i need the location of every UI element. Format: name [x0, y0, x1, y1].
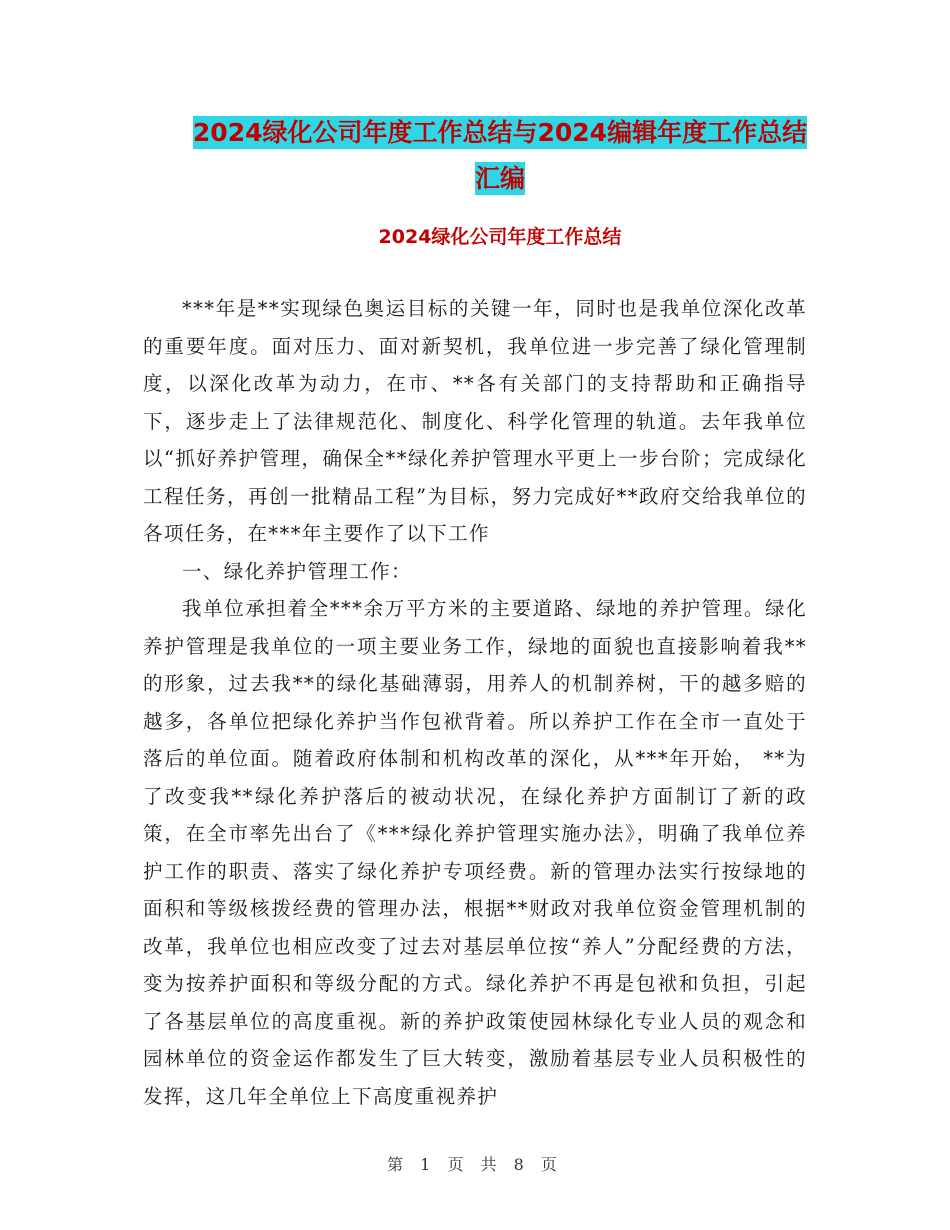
- page-footer: 第 1 页 共 8 页: [387, 1155, 563, 1174]
- paragraph-maintenance: 我单位承担着全***余万平方米的主要道路、绿地的养护管理。绿化养护管理是我单位的一项主要业务工作，绿地的面貌也直接影响着我**的形象，过去我**的绿化基础薄弱，用养人的机制养树，干的越多赔的越多，各单位把绿化养护当作包袱背着。所以养护工作在全市一直处于落后的单位面。随着政府体制和机构改革的深化，从***年开始， **为了改变我**绿化养护落后的被动状况，在绿化养护方面制订了新的政策，在全市率先出台了《***绿化养护管理实施办法》，明确了我单位养护工作的职责、落实了绿化养护专项经费。新的管理办法实行按绿地的面积和等级核拨经费的管理办法，根据**财政对我单位资金管理机制的改革，我单位也相应改变了过去对基层单位按“养人”分配经费的方法，变为按养护面积和等级分配的方式。绿化养护不再是包袱和负担，引起了各基层单位的高度重视。新的养护政策使园林绿化专业人员的观念和园林单位的资金运作都发生了巨大转变，激励着基层专业人员积极性的发挥，这几年全单位上下高度重视养护: [143, 597, 807, 1108]
- title-line-1: 2024绿化公司年度工作总结与2024编辑年度工作总结: [192, 118, 808, 147]
- document-body: [143, 290, 807, 1115]
- title-line-2: 汇编: [474, 164, 525, 193]
- paragraph-heading-1: 一、绿化养护管理工作：: [182, 559, 412, 583]
- document-title: [140, 110, 860, 202]
- section-title: 2024绿化公司年度工作总结: [378, 226, 622, 248]
- paragraph-intro: ***年是**实现绿色奥运目标的关键一年，同时也是我单位深化改革的重要年度。面对压力、面对新契机，我单位进一步完善了绿化管理制度，以深化改革为动力，在市、**各有关部门的支持帮助和正确指导下，逐步走上了法律规范化、制度化、科学化管理的轨道。去年我单位以“抓好养护管理，确保全**绿化养护管理水平更上一步台阶；完成绿化工程任务，再创一批精品工程”为目标，努力完成好**政府交给我单位的各项任务，在***年主要作了以下工作: [143, 297, 807, 545]
